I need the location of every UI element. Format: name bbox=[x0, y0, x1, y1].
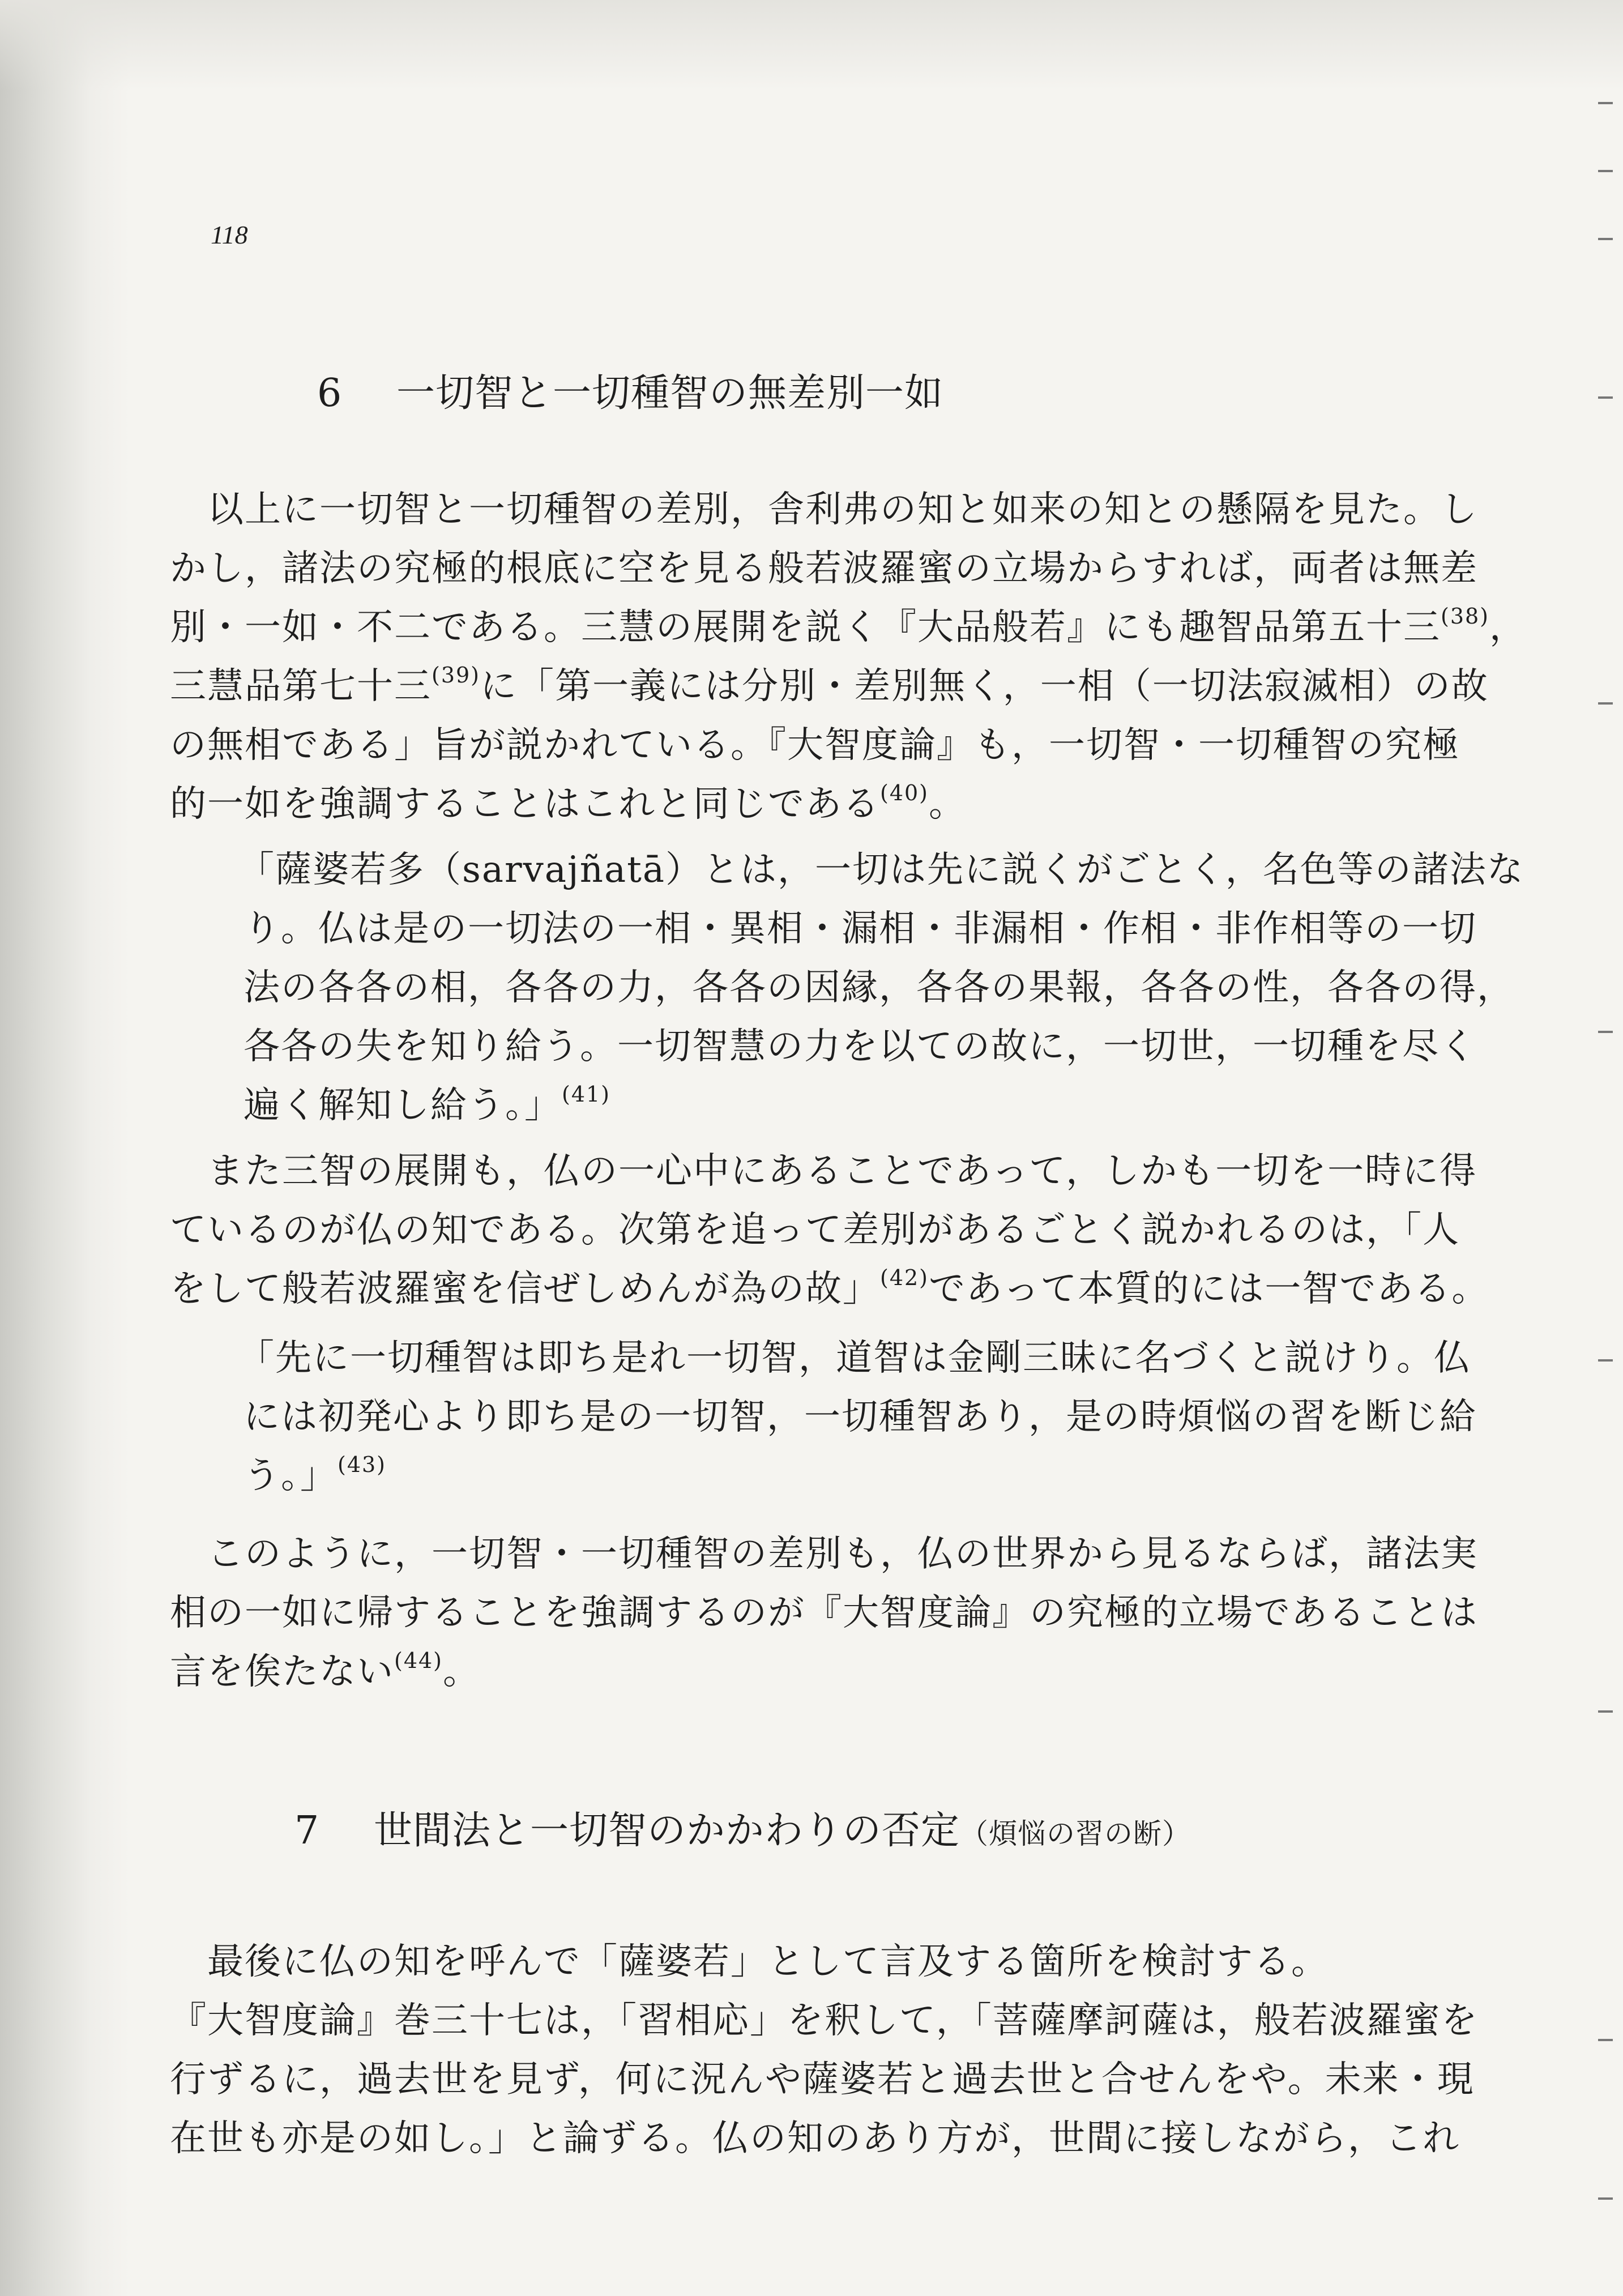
quote-line: う。」$^{(43)}$ bbox=[244, 1452, 387, 1497]
quote-line: 「薩婆若多（sarvajñatā）とは，一切は先に説くがごとく，名色等の諸法な bbox=[238, 849, 1524, 891]
section-7-number: 7 bbox=[294, 1808, 320, 1853]
quote-line: り。仏は是の一切法の一相・異相・漏相・非漏相・作相・非作相等の一切 bbox=[244, 908, 1477, 950]
quote-line: 遍く解知し給う。」$^{(41)}$ bbox=[244, 1082, 611, 1126]
paragraph-line: 相の一如に帰することを強調するのが『大智度論』の究極的立場であることは bbox=[170, 1592, 1478, 1634]
section-7-title: 世間法と一切智のかかわりの否定 bbox=[374, 1808, 960, 1853]
paragraph-line: 的一如を強調することはこれと同じである$^{(40)}$。 bbox=[170, 780, 967, 825]
footnote-ref: (38) bbox=[1441, 604, 1490, 629]
quote-line: 「先に一切種智は即ち是れ一切智，道智は金剛三昧に名づくと説けり。仏 bbox=[238, 1337, 1471, 1379]
scan-shadow-left bbox=[0, 0, 130, 2296]
paragraph-line: 行ずるに，過去世を見ず，何に況んや薩婆若と過去世と合せんをや。未来・現 bbox=[170, 2059, 1475, 2101]
paragraph-line: 在世も亦是の如し。」と論ずる。仏の知のあり方が，世間に接しながら，これ bbox=[170, 2118, 1460, 2160]
footnote-ref: (40) bbox=[880, 780, 929, 805]
paragraph-line: の無相である」旨が説かれている。『大智度論』も，一切智・一切種智の究極 bbox=[170, 724, 1460, 766]
quote-line: 各各の失を知り給う。一切智慧の力を以ての故に，一切世，一切種を尽く bbox=[244, 1026, 1477, 1068]
footnote-ref: (41) bbox=[562, 1082, 611, 1107]
footnote-ref: (42) bbox=[880, 1265, 929, 1290]
paragraph-line: をして般若波羅蜜を信ぜしめんが為の故」$^{(42)}$であって本質的には一智である。 bbox=[170, 1265, 1489, 1310]
quote-line: 法の各各の相，各各の力，各各の因縁，各各の果報，各各の性，各各の得， bbox=[244, 967, 1514, 1009]
paragraph-line: 三慧品第七十三$^{(39)}$に「第一義には分別・差別無く，一相（一切法寂滅相）の故 bbox=[170, 663, 1489, 707]
section-6-number: 6 bbox=[317, 371, 343, 416]
paragraph-line: かし，諸法の究極的根底に空を見る般若波羅蜜の立場からすれば，両者は無差 bbox=[170, 548, 1478, 590]
section-6-title: 一切智と一切種智の無差別一如 bbox=[396, 371, 944, 416]
paragraph-line: 言を俟たない$^{(44)}$。 bbox=[170, 1648, 481, 1693]
paragraph-line: ているのが仏の知である。次第を追って差別があるごとく説かれるのは，「人 bbox=[170, 1209, 1460, 1251]
page-number: 118 bbox=[211, 220, 248, 249]
paragraph-line: また三智の展開も，仏の一心中にあることであって，しかも一切を一時に得 bbox=[170, 1150, 1477, 1192]
footnote-ref: (43) bbox=[338, 1452, 387, 1477]
paragraph-line: 最後に仏の知を呼んで「薩婆若」として言及する箇所を検討する。 bbox=[170, 1941, 1329, 1983]
paragraph-line: 以上に一切智と一切種智の差別，舎利弗の知と如来の知との懸隔を見た。し bbox=[170, 489, 1478, 531]
section-7-subtitle: （煩悩の習の断） bbox=[960, 1817, 1191, 1850]
paragraph-line: 別・一如・不二である。三慧の展開を説く『大品般若』にも趣智品第五十三$^{(38)}$， bbox=[170, 604, 1527, 648]
paragraph-line: このように，一切智・一切種智の差別も，仏の世界から見るならば，諸法実 bbox=[170, 1533, 1478, 1575]
paragraph-line: 『大智度論』巻三十七は，「習相応」を釈して，「菩薩摩訶薩は，般若波羅蜜を bbox=[170, 2000, 1479, 2042]
footnote-ref: (39) bbox=[432, 663, 481, 688]
section-7-heading bbox=[294, 1800, 1191, 1855]
section-6-heading bbox=[317, 362, 943, 417]
quote-line: には初発心より即ち是の一切智，一切種智あり，是の時煩悩の習を断じ給 bbox=[244, 1396, 1477, 1438]
scan-shadow-top bbox=[0, 0, 1623, 91]
footnote-ref: (44) bbox=[394, 1648, 443, 1673]
